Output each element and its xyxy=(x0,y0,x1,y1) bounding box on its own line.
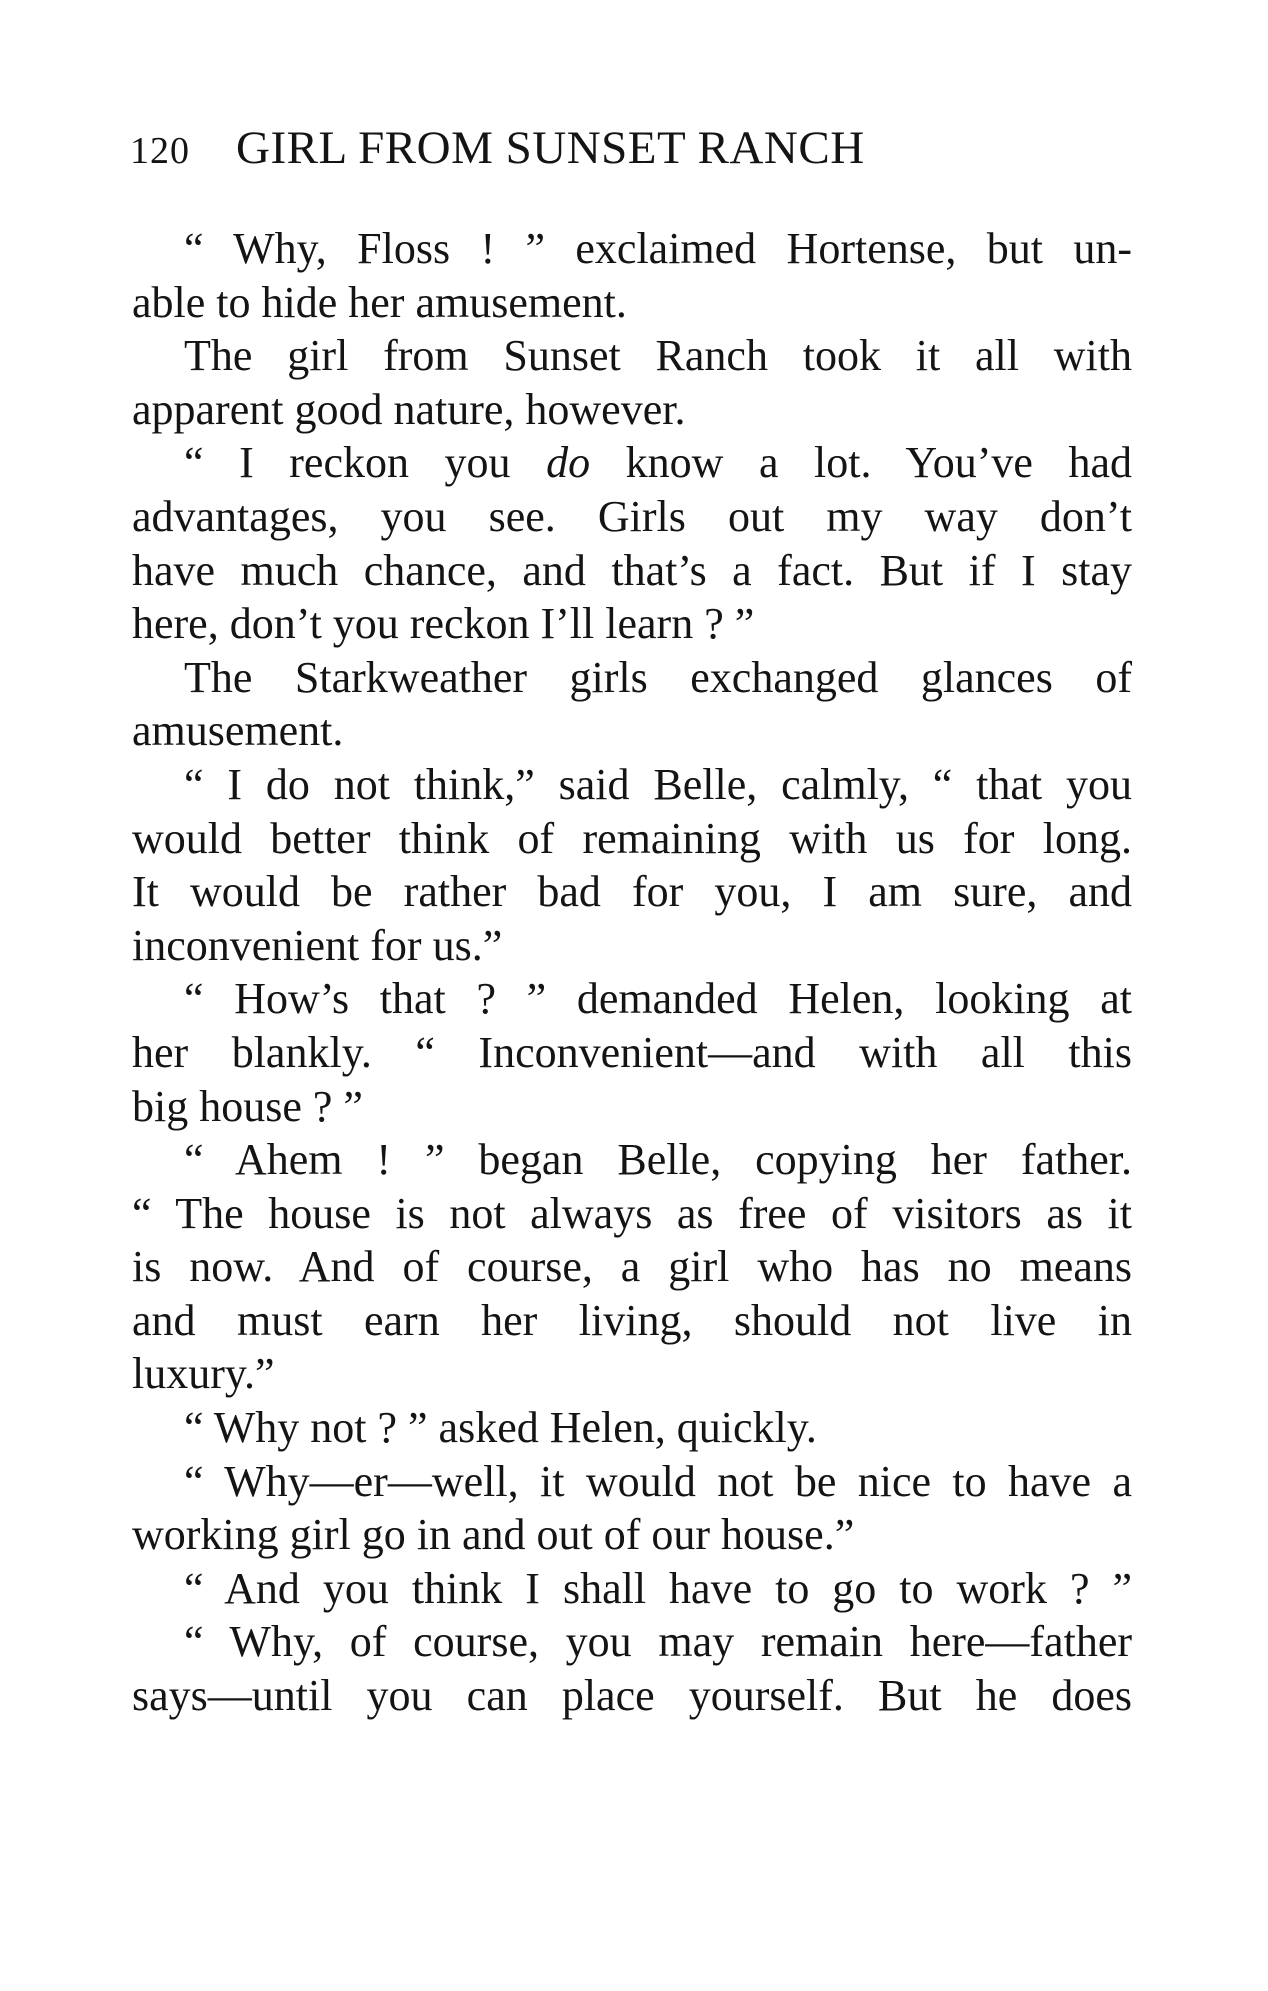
body-text xyxy=(132,222,1132,1723)
text-line: “ Why—er—well, it would not be nice to have a xyxy=(184,1456,1132,1506)
text-line: It would be rather bad for you, I am sure, and xyxy=(132,867,1132,917)
text-line: here, don’t you reckon I’ll learn ? ” xyxy=(132,599,755,649)
text-segment: “ I reckon you xyxy=(184,438,547,488)
text-line: “ Ahem ! ” began Belle, copying her father. xyxy=(184,1135,1132,1185)
text-line: her blankly. “ Inconvenient—and with all this xyxy=(132,1027,1132,1077)
text-line: have much chance, and that’s a fact. But if I stay xyxy=(132,545,1132,595)
text-line: and must earn her living, should not live in xyxy=(132,1295,1132,1345)
italic-word: do xyxy=(546,438,591,488)
text-line: “ Why, of course, you may remain here—father xyxy=(184,1617,1132,1667)
text-line: luxury.” xyxy=(132,1349,275,1399)
text-line: “ Why not ? ” asked Helen, quickly. xyxy=(184,1403,817,1453)
text-line: would better think of remaining with us for long. xyxy=(132,813,1132,863)
text-line: inconvenient for us.” xyxy=(132,920,503,970)
text-line: “ The house is not always as free of visitors as it xyxy=(132,1188,1132,1238)
text-segment: know a lot. You’ve had xyxy=(590,438,1132,488)
text-line: “ I do not think,” said Belle, calmly, “ that you xyxy=(184,759,1132,809)
text-line: says—until you can place yourself. But he does xyxy=(132,1671,1132,1721)
text-line: working girl go in and out of our house.” xyxy=(132,1510,855,1560)
page-number: 120 xyxy=(130,130,190,172)
text-line: apparent good nature, however. xyxy=(132,384,686,434)
running-title: GIRL FROM SUNSET RANCH xyxy=(236,122,865,174)
page-header xyxy=(130,118,1130,178)
text-line: The girl from Sunset Ranch took it all with xyxy=(184,331,1132,381)
text-line: able to hide her amusement. xyxy=(132,277,627,327)
text-line: advantages, you see. Girls out my way don’t xyxy=(132,491,1132,541)
text-line: amusement. xyxy=(132,706,344,756)
text-line: big house ? ” xyxy=(132,1081,363,1131)
text-line: “ How’s that ? ” demanded Helen, looking at xyxy=(184,974,1132,1024)
text-line xyxy=(132,436,1132,490)
text-line: is now. And of course, a girl who has no means xyxy=(132,1242,1132,1292)
text-line: The Starkweather girls exchanged glances of xyxy=(184,652,1132,702)
text-line: “ Why, Floss ! ” exclaimed Hortense, but un- xyxy=(184,224,1132,273)
text-line: “ And you think I shall have to go to work ? ” xyxy=(184,1563,1132,1613)
